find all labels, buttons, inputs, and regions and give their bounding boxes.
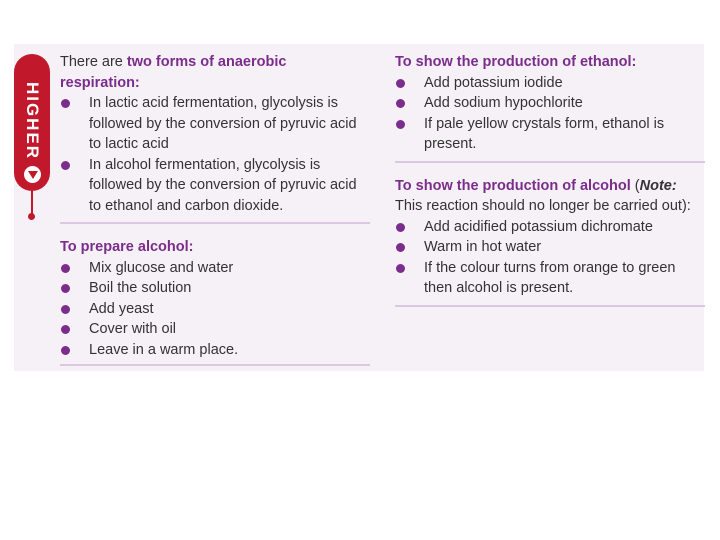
intro-text: There are [60,54,127,70]
prepare-list [60,258,370,361]
list-item: Cover with oil [60,319,370,340]
left-column [60,52,370,379]
list-item: In alcohol fermentation, glycolysis is followed by the conversion of pyruvic acid to ethanol and carbon dioxide. [60,155,370,217]
list-item: Add acidified potassium dichromate [395,217,705,238]
divider [395,305,705,307]
list-item: Add sodium hypochlorite [395,93,705,114]
prepare-heading: To prepare alcohol: [60,239,194,255]
alcohol-list [395,217,705,299]
list-item: In lactic acid fermentation, glycolysis is followed by the conversion of pyruvic acid to lactic acid [60,93,370,155]
list-item: If pale yellow crystals form, ethanol is present. [395,114,705,155]
alcohol-note-label: Note: [639,177,677,194]
divider [395,161,705,163]
ethanol-list [395,73,705,155]
list-item: Leave in a warm place. [60,340,370,361]
intro-list [60,93,370,216]
list-item: Add potassium iodide [395,73,705,94]
higher-label: HIGHER [23,81,42,161]
list-item: Warm in hot water [395,237,705,258]
alcohol-note-open: ( [630,177,640,194]
list-item: Add yeast [60,299,370,320]
divider [60,364,370,366]
ethanol-heading: To show the production of ethanol: [395,54,637,70]
list-item: Boil the solution [60,278,370,299]
divider [60,222,370,224]
alcohol-note-text: This reaction should no longer be carried out): [395,198,691,214]
alcohol-heading-text: To show the production of alcohol [395,177,631,194]
higher-connector-dot [28,213,35,220]
alcohol-heading [395,176,705,197]
arrow-down-icon [24,166,41,183]
right-column [395,52,705,320]
list-item: Mix glucose and water [60,258,370,279]
list-item: If the colour turns from orange to green then alcohol is present. [395,258,705,299]
intro-heading [60,52,370,93]
intro-emphasis: two forms of anaerobic respiration: [60,54,287,91]
